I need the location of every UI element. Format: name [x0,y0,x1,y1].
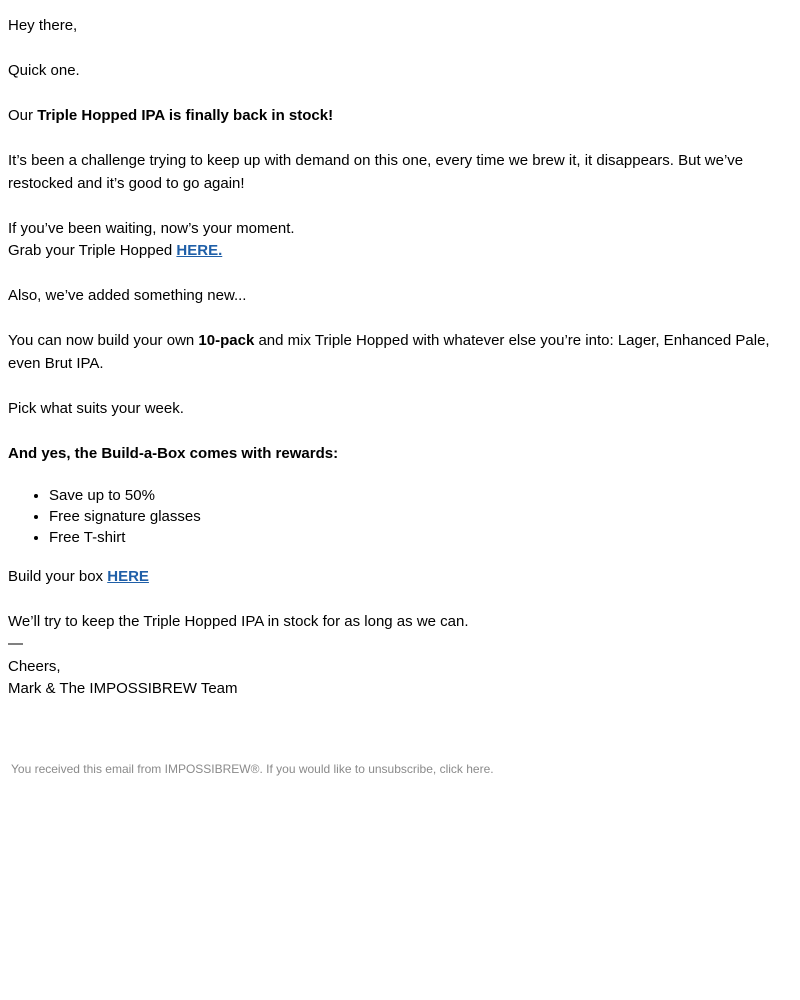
sign-off [8,611,792,701]
reward-item-glasses: • Free signature glasses [49,506,792,527]
announcement-prefix: Our [8,107,38,124]
build-suffix: and mix Triple Hopped with whatever else you’re into: Lager, Enhanced Pale, even Brut IPA. [8,332,770,372]
waiting-line: If you’ve been waiting, now’s your moment. [8,219,295,237]
pick-line: Pick what suits your week. [8,399,184,417]
announcement-highlight: Triple Hopped IPA is finally back in stock! [37,107,334,124]
demand-paragraph: It’s been a challenge trying to keep up with demand on this one, every time we brew it, it disappears. But we’ve restocked and it’s good to go again! [8,152,744,192]
greeting: Hey there, [8,17,78,34]
grab-paragraph [8,218,792,263]
build-box-prefix: Build your box [8,567,108,585]
dash-divider: — [8,635,23,652]
build-box-line [8,566,792,589]
unsubscribe-footer[interactable]: You received this email from IMPOSSIBREW®. If you would like to unsubscribe, click here. [11,762,494,776]
rewards-heading-text: And yes, the Build-a-Box comes with rewards: [8,444,339,462]
grab-prefix: Grab your Triple Hopped [8,242,177,259]
build-box-link[interactable]: HERE [107,567,149,585]
rewards-list [8,485,792,548]
build-paragraph [8,330,792,375]
new-line: Also, we’ve added something new... [8,287,247,304]
rewards-heading [8,443,792,466]
build-prefix: You can now build your own [8,332,199,349]
grab-triple-hopped-link[interactable]: HERE. [176,242,223,259]
signature: Mark & The IMPOSSIBREW Team [8,680,238,697]
stock-line: We’ll try to keep the Triple Hopped IPA in stock for as long as we can. [8,612,469,630]
intro-line: Quick one. [8,62,80,79]
reward-item-tshirt: • Free T-shirt [49,527,792,548]
reward-item-discount: • Save up to 50% [49,485,792,506]
announcement-line [8,105,792,128]
ten-pack-highlight: 10-pack [198,332,255,349]
cheers-line: Cheers, [8,657,61,675]
